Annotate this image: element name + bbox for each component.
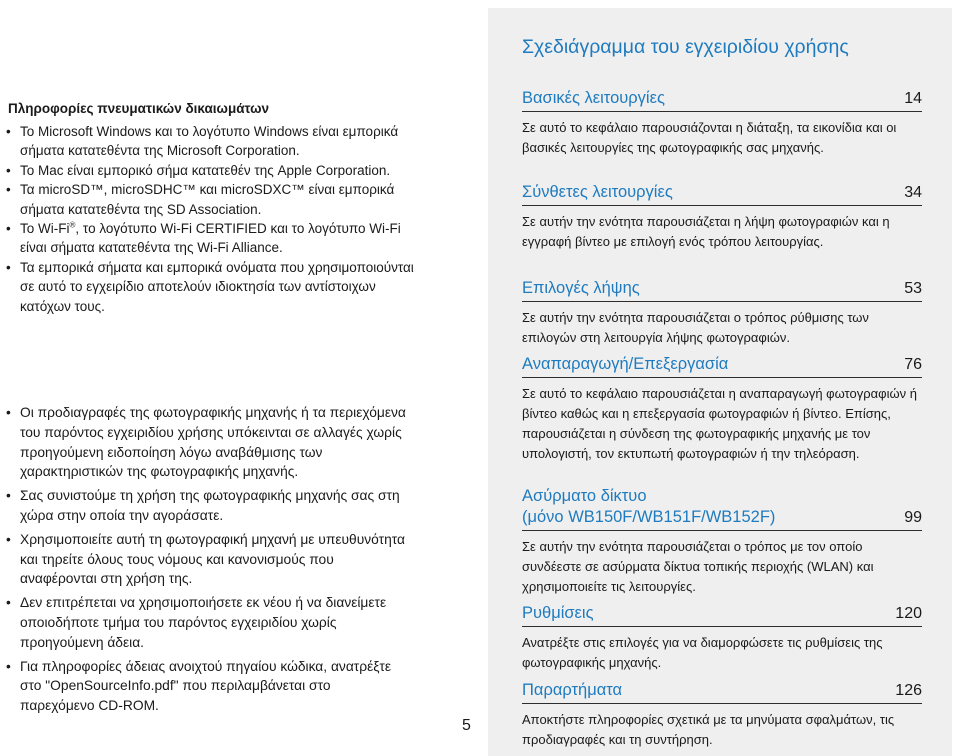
outline-section-playback-editing[interactable] <box>522 354 922 464</box>
outline-section-wireless-network[interactable] <box>522 486 922 597</box>
spec-notice-item: • Για πληροφορίες άδειας ανοιχτού πηγαίου κώδικα, ανατρέξτε στο "OpenSourceInfo.pdf" που περιλαμβάνεται στο παρεχόμενο CD-ROM. <box>6 657 406 716</box>
section-title: Επιλογές λήψης <box>522 279 640 297</box>
section-title: Σύνθετες λειτουργίες <box>522 183 673 201</box>
section-header <box>522 354 922 378</box>
section-header <box>522 182 922 206</box>
section-title: Ασύρματο δίκτυο <box>522 487 647 505</box>
section-page: 14 <box>904 90 922 107</box>
section-header <box>522 278 922 302</box>
outline-section-basic[interactable] <box>522 88 922 158</box>
section-page: 120 <box>895 605 922 622</box>
wifi-text-post: , το λογότυπο Wi-Fi CERTIFIED και το λογότυπο Wi-Fi είναι σήματα κατατεθέντα της Wi-Fi Alliance. <box>20 221 401 256</box>
spec-notice-item: • Οι προδιαγραφές της φωτογραφικής μηχανής ή τα περιεχόμενα του παρόντος εγχειριδίου χρήσης υπόκεινται σε αλλαγές χωρίς προηγούμενη ειδοποίηση λόγω αναβάθμισης των χαρακτηριστικών της φωτογραφικής μηχανής. <box>6 403 406 482</box>
section-description: Σε αυτήν την ενότητα παρουσιάζεται ο τρόπος με τον οποίο συνδέεστε σε ασύρματα δίκτυα τοπικής περιοχής (WLAN) και χρησιμοποιείτε τις λειτουργίες. <box>522 539 874 594</box>
section-header <box>522 603 922 627</box>
section-description: Σε αυτό το κεφάλαιο παρουσιάζονται η διάταξη, τα εικονίδια και οι βασικές λειτουργίες της φωτογραφικής σας μηχανής. <box>522 120 897 155</box>
copyright-list <box>6 122 420 316</box>
copyright-item: • Το Microsoft Windows και το λογότυπο Windows είναι εμπορικά σήματα κατατεθέντα της Microsoft Corporation. <box>6 122 420 161</box>
copyright-block <box>0 100 420 316</box>
outline-section-advanced[interactable] <box>522 182 922 252</box>
section-subtitle: (μόνο WB150F/WB151F/WB152F) <box>522 508 776 526</box>
copyright-item: • Τα εμπορικά σήματα και εμπορικά ονόματα που χρησιμοποιούνται σε αυτό το εγχειρίδιο αποτελούν ιδιοκτησία των αντίστοιχων κατόχων τους. <box>6 258 420 316</box>
outline-section-settings[interactable] <box>522 603 922 673</box>
section-page: 126 <box>895 682 922 699</box>
spec-notice-item: • Σας συνιστούμε τη χρήση της φωτογραφικής μηχανής σας στη χώρα στην οποία την αγοράσατε. <box>6 486 406 526</box>
registered-mark: ® <box>69 220 76 230</box>
section-page: 76 <box>904 356 922 373</box>
section-description: Ανατρέξτε στις επιλογές για να διαμορφώσετε τις ρυθμίσεις της φωτογραφικής μηχανής. <box>522 635 883 670</box>
wifi-text-pre: Το Wi-Fi <box>20 221 70 237</box>
outline-section-shooting-options[interactable] <box>522 278 922 348</box>
section-description: Σε αυτό το κεφάλαιο παρουσιάζεται η αναπαραγωγή φωτογραφιών ή βίντεο καθώς και η επεξεργασία φωτογραφιών ή βίντεο. Επίσης, παρουσιάζεται η σύνδεση της φωτογραφικής μηχανής με τον υπολογιστή, τον εκτυπωτή φωτογραφιών ή την τηλεόραση. <box>522 386 917 461</box>
section-header <box>522 680 922 704</box>
copyright-item: • Το Mac είναι εμπορικό σήμα κατατεθέν της Apple Corporation. <box>6 161 420 180</box>
copyright-heading: Πληροφορίες πνευματικών δικαιωμάτων <box>8 101 270 116</box>
section-page: 99 <box>904 509 922 526</box>
section-header <box>522 88 922 112</box>
spec-notice-list <box>6 403 406 720</box>
section-description: Σε αυτήν την ενότητα παρουσιάζεται ο τρόπος ρύθμισης των επιλογών στη λειτουργία λήψης φωτογραφιών. <box>522 310 869 345</box>
copyright-item: • Τα microSD™, microSDHC™ και microSDXC™ είναι εμπορικά σήματα κατατεθέντα της SD Association. <box>6 180 420 219</box>
section-description: Σε αυτήν την ενότητα παρουσιάζεται η λήψη φωτογραφιών και η εγγραφή βίντεο με επιλογή ενός τρόπου λειτουργίας. <box>522 214 890 249</box>
section-title: Αναπαραγωγή/Επεξεργασία <box>522 355 729 373</box>
spec-notice-item: • Χρησιμοποιείτε αυτή τη φωτογραφική μηχανή με υπευθυνότητα και τηρείτε όλους τους νόμους και κανονισμούς που αναφέρονται στη χρήση της. <box>6 530 406 589</box>
outline-section-appendix[interactable] <box>522 680 922 750</box>
manual-outline-panel <box>488 8 952 756</box>
copyright-item <box>6 219 420 258</box>
section-description: Αποκτήστε πληροφορίες σχετικά με τα μηνύματα σφαλμάτων, τις προδιαγραφές και τη συντήρηση. <box>522 712 895 747</box>
section-header <box>522 486 922 531</box>
section-title: Ρυθμίσεις <box>522 604 594 622</box>
section-title-group <box>522 486 775 528</box>
section-title: Βασικές λειτουργίες <box>522 89 665 107</box>
spec-notice-item: • Δεν επιτρέπεται να χρησιμοποιήσετε εκ νέου ή να διανείμετε οποιοδήποτε τμήμα του παρόντος εγχειριδίου χωρίς προηγούμενη άδεια. <box>6 593 406 652</box>
page-number: 5 <box>462 717 471 734</box>
section-page: 53 <box>904 280 922 297</box>
section-title: Παραρτήματα <box>522 681 623 699</box>
outline-title: Σχεδιάγραμμα του εγχειριδίου χρήσης <box>522 36 849 58</box>
section-page: 34 <box>904 184 922 201</box>
